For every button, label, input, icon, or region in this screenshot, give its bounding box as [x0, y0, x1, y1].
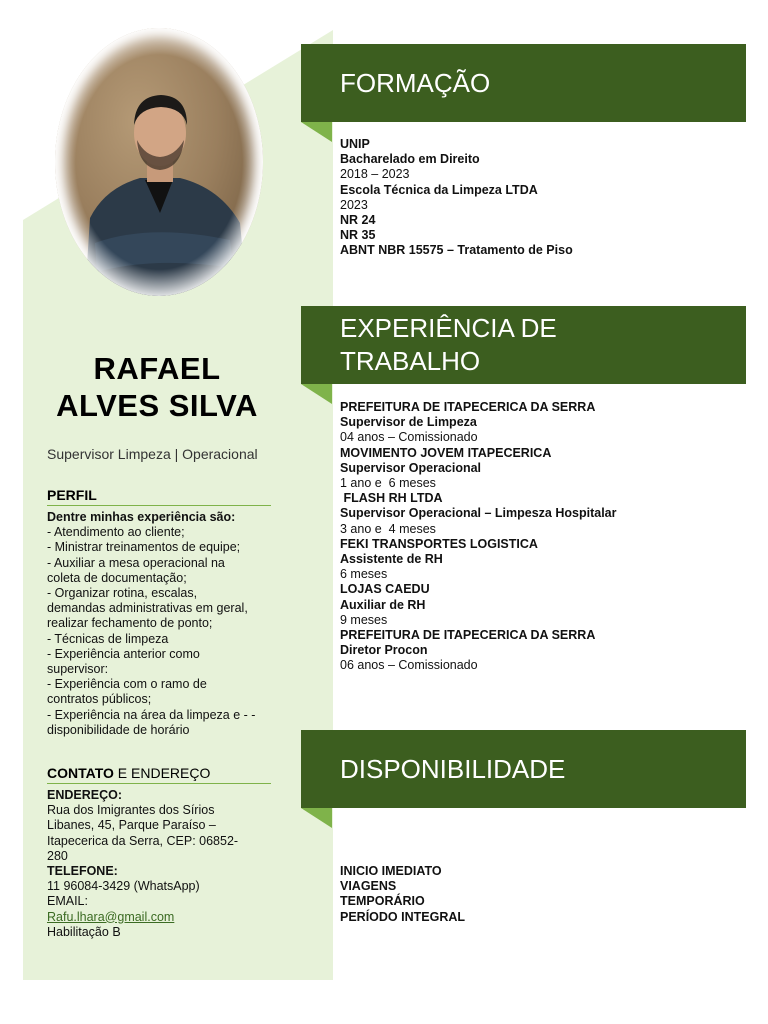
perfil-item: disponibilidade de horário — [47, 722, 190, 737]
formacao-title: FORMAÇÃO — [340, 67, 491, 98]
experiencia-title-line-1: EXPERIÊNCIA DE — [340, 313, 557, 343]
contato-heading-bold: CONTATO — [47, 765, 114, 781]
perfil-item: coleta de documentação; — [47, 570, 187, 585]
disponibilidade-banner-fold — [301, 808, 332, 828]
perfil-list — [47, 525, 277, 738]
formacao-banner — [301, 44, 746, 122]
perfil-item: demandas administrativas em geral, — [47, 601, 248, 616]
experiencia-item: Auxiliar de RH — [340, 597, 426, 612]
formacao-list — [340, 137, 740, 259]
experiencia-item: 06 anos – Comissionado — [340, 658, 478, 673]
endereco-line: Libanes, 45, Parque Paraíso – — [47, 818, 216, 833]
experiencia-title-line-2: TRABALHO — [340, 346, 481, 376]
experiencia-item: PREFEITURA DE ITAPECERICA DA SERRA — [340, 628, 596, 643]
perfil-item: - Atendimento ao cliente; — [47, 525, 185, 540]
experiencia-item: FEKI TRANSPORTES LOGISTICA — [340, 536, 538, 551]
contato-section — [47, 788, 277, 940]
experiencia-item: Supervisor Operacional — [340, 460, 482, 475]
experiencia-item: Diretor Procon — [340, 643, 428, 658]
email-label: EMAIL: — [47, 894, 88, 909]
disponibilidade-title: DISPONIBILIDADE — [340, 753, 566, 784]
experiencia-banner — [301, 306, 746, 384]
endereco-line: Rua dos Imigrantes dos Sírios — [47, 803, 215, 818]
disponibilidade-item: VIAGENS — [340, 879, 397, 894]
disponibilidade-list — [340, 864, 740, 925]
candidate-name — [23, 350, 291, 424]
experiencia-item: 6 meses — [340, 567, 388, 582]
experiencia-item: MOVIMENTO JOVEM ITAPECERICA — [340, 445, 552, 460]
formacao-banner-fold — [301, 122, 332, 142]
perfil-item: - Organizar rotina, escalas, — [47, 586, 198, 601]
perfil-item: supervisor: — [47, 662, 109, 677]
contato-heading-rest: E ENDEREÇO — [113, 765, 211, 781]
formacao-item: Escola Técnica da Limpeza LTDA — [340, 182, 538, 197]
perfil-intro: Dentre minhas experiência são: — [47, 510, 236, 524]
experiencia-item: Supervisor Operacional – Limpesza Hospitalar — [340, 506, 617, 521]
perfil-item: realizar fechamento de ponto; — [47, 616, 213, 631]
perfil-item: - Experiência anterior como — [47, 646, 200, 661]
habilitacao-value: Habilitação B — [47, 924, 121, 939]
experiencia-item: 3 ano e 4 meses — [340, 521, 436, 536]
perfil-heading: PERFIL — [47, 487, 271, 506]
experiencia-banner-fold — [301, 384, 332, 404]
formacao-item: NR 35 — [340, 228, 376, 243]
perfil-item: contratos públicos; — [47, 692, 152, 707]
telefone-label: TELEFONE: — [47, 864, 118, 879]
experiencia-list — [340, 400, 740, 674]
disponibilidade-item: INICIO IMEDIATO — [340, 864, 442, 878]
email-link[interactable]: Rafu.lhara@gmail.com — [47, 909, 175, 924]
disponibilidade-item: PERÍODO INTEGRAL — [340, 909, 466, 924]
telefone-value: 11 96084-3429 (WhatsApp) — [47, 879, 200, 894]
perfil-item: - Experiência na área da limpeza e - - — [47, 707, 256, 722]
formacao-item: ABNT NBR 15575 – Tratamento de Piso — [340, 243, 573, 258]
perfil-item: - Ministrar treinamentos de equipe; — [47, 540, 241, 555]
contato-heading — [47, 765, 271, 784]
formacao-item: NR 24 — [340, 213, 376, 228]
job-title: Supervisor Limpeza | Operacional — [47, 446, 258, 462]
experiencia-item: Supervisor de Limpeza — [340, 415, 477, 430]
endereco-line: 280 — [47, 848, 68, 863]
name-line-1: RAFAEL — [93, 351, 221, 386]
experiencia-item: 04 anos – Comissionado — [340, 430, 478, 445]
experiencia-item: 1 ano e 6 meses — [340, 476, 436, 491]
endereco-text — [47, 803, 277, 864]
experiencia-item: PREFEITURA DE ITAPECERICA DA SERRA — [340, 400, 596, 414]
formacao-item: UNIP — [340, 137, 370, 151]
disponibilidade-banner — [301, 730, 746, 808]
experiencia-item: Assistente de RH — [340, 552, 443, 567]
perfil-item: - Técnicas de limpeza — [47, 631, 169, 646]
profile-photo — [55, 28, 263, 296]
experiencia-item: FLASH RH LTDA — [340, 491, 443, 506]
experiencia-item: 9 meses — [340, 612, 388, 627]
formacao-item: Bacharelado em Direito — [340, 152, 480, 167]
perfil-section — [47, 510, 277, 738]
endereco-label: ENDEREÇO: — [47, 788, 123, 802]
perfil-item: - Auxiliar a mesa operacional na — [47, 555, 225, 570]
formacao-item: 2018 – 2023 — [340, 167, 410, 182]
perfil-item: - Experiência com o ramo de — [47, 677, 207, 692]
formacao-item: 2023 — [340, 197, 368, 212]
experiencia-item: LOJAS CAEDU — [340, 582, 430, 597]
name-line-2: ALVES SILVA — [56, 388, 258, 423]
endereco-line: Itapecerica da Serra, CEP: 06852- — [47, 833, 239, 848]
disponibilidade-item: TEMPORÁRIO — [340, 894, 425, 909]
